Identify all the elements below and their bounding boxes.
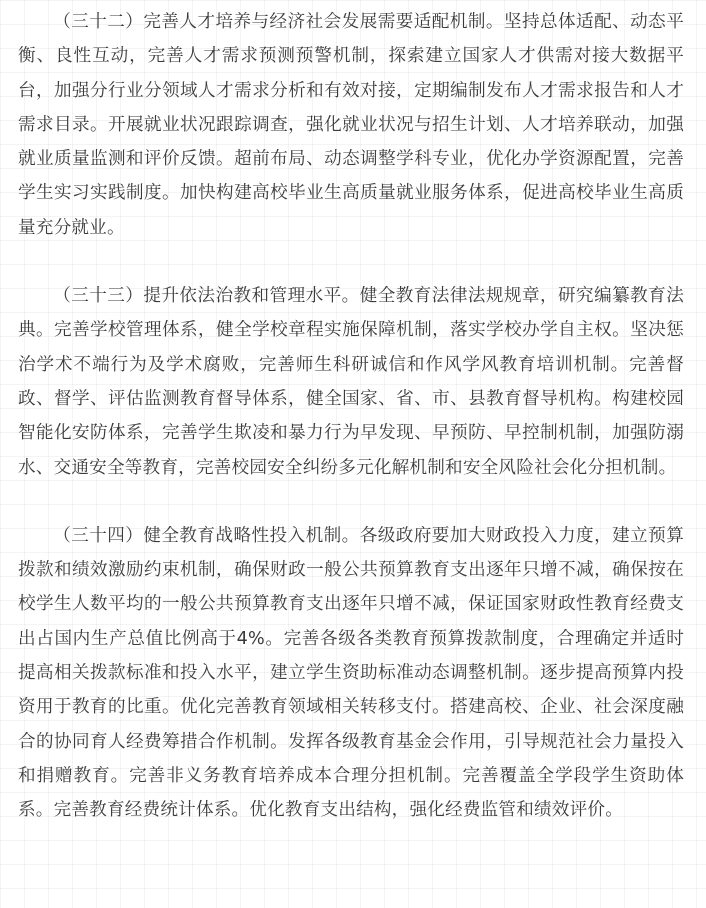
paragraph-32: （三十二）完善人才培养与经济社会发展需要适配机制。坚持总体适配、动态平衡、良性互动，完善人才需求预测预警机制，探索建立国家人才供需对接大数据平台，加强分行业分领域人才需求分析和有效对接，定期编制发布人才需求报告和人才需求目录。开展就业状况跟踪调查，强化就业状况与招生计划、人才培养联动，加强就业质量监测和评价反馈。超前布局、动态调整学科专业，优化办学资源配置，完善学生实习实践制度。加快构建高校毕业生高质量就业服务体系，促进高校毕业生高质量充分就业。 — [18, 12, 684, 238]
paragraph-34: （三十四）健全教育战略性投入机制。各级政府要加大财政投入力度，建立预算拨款和绩效激励约束机制，确保财政一般公共预算教育支出逐年只增不减，确保按在校学生人数平均的一般公共预算教育支出逐年只增不减，保证国家财政性教育经费支出占国内生产总值比例高于4%。完善各级各类教育预算拨款制度，合理确定并适时提高相关拨款标准和投入水平，建立学生资助标准动态调整机制。逐步提高预算内投资用于教育的比重。优化完善教育领域相关转移支付。搭建高校、企业、社会深度融合的协同育人经费筹措合作机制。发挥各级教育基金会作用，引导规范社会力量投入和捐赠教育。完善非义务教育培养成本合理分担机制。完善覆盖全学段学生资助体系。完善教育经费统计体系。优化教育支出结构，强化经费监管和绩效评价。 — [18, 525, 684, 821]
paragraph-33: （三十三）提升依法治教和管理水平。健全教育法律法规规章，研究编纂教育法典。完善学校管理体系，健全学校章程实施保障机制，落实学校办学自主权。坚决惩治学术不端行为及学术腐败，完善师生科研诚信和作风学风教育培训机制。完善督政、督学、评估监测教育督导体系，健全国家、省、市、县教育督导机构。构建校园智能化安防体系，完善学生欺凌和暴力行为早发现、早预防、早控制机制，加强防溺水、交通安全等教育，完善校园安全纠纷多元化解机制和安全风险社会化分担机制。 — [18, 286, 684, 478]
